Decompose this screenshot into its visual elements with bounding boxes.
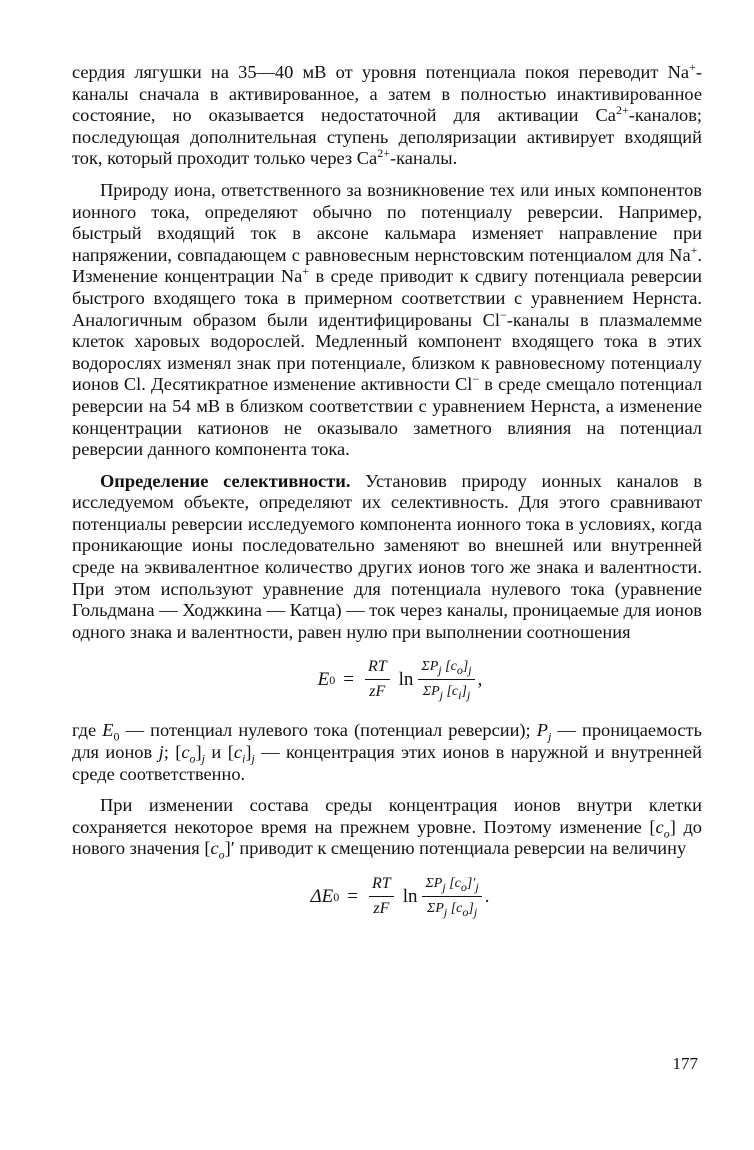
formula-symbol: P — [536, 720, 549, 741]
text-run: где — [72, 720, 103, 741]
paragraph-selectivity — [72, 471, 702, 644]
superscript: 2+ — [615, 103, 629, 118]
superscript: 2+ — [377, 146, 390, 161]
subscript: j — [201, 751, 206, 766]
ln-operator: ln — [398, 669, 414, 691]
equals-sign: = — [343, 669, 354, 691]
superscript: − — [472, 372, 480, 387]
text-run: - каналы сначала в активированное, а затем в полностью инактивированное состояние, но оказывается недостаточной для активации Ca — [72, 62, 702, 126]
subscript: o — [663, 826, 670, 841]
formula-symbol: c — [210, 838, 219, 859]
subscript: 0 — [113, 730, 120, 745]
subscript: o — [462, 904, 469, 919]
formula-symbol: ΣP — [422, 684, 440, 700]
fraction-denominator — [424, 897, 480, 919]
text-run: в среде смещало потенциал реверсии на 54 мВ в близком соответствии с уравнением Нернста, а изменение концентрации катионов не оказывало заметного влияния на потенциал реверсии данного компонента тока. — [72, 374, 702, 460]
subscript: j — [251, 751, 255, 766]
text-run: ] — [245, 742, 252, 763]
formula-symbol: [c — [445, 876, 461, 891]
text-run: Установив природу ионных каналов в исследуемом объекте, определяют их селективность. Для этого сравнивают потенциалы реверсии исследуемого компонента ионного тока в условиях, когда проникающие ионы последовательно заменяют во внешней или внутренней среде на эквивалентное количество других ионов того же знака и валентности. При этом используют уравнение для потенциала нулевого тока (уравнение Гольдмана — Ходжкина — Катца) — ток через каналы, проницаемые для ионов одного знака и валентности, равен нулю при выполнении соотношения — [72, 470, 702, 642]
fraction-concentrations — [418, 657, 474, 702]
formula-symbol: ] — [461, 684, 467, 700]
formula-symbol: ΣP — [427, 901, 444, 916]
section-heading: Определение селективности. — [100, 470, 351, 491]
text-run: При изменении состава среды концентрация ионов внутри клетки сохраняется некоторое время на прежнем уровне. Поэтому изменение [ — [72, 795, 702, 837]
text-run: — проницаемость для ионов — [72, 720, 702, 763]
formula-punctuation: . — [484, 885, 490, 907]
superscript: − — [499, 307, 507, 322]
subscript: o — [456, 663, 463, 678]
formula-symbol: E — [102, 720, 114, 741]
text-run: ; [ — [163, 742, 182, 763]
text-run: ] до нового значения [ — [72, 816, 702, 859]
subscript: j — [473, 904, 478, 919]
subscript: o — [189, 751, 196, 766]
fraction-rt-zf — [365, 657, 390, 702]
subscript: j — [443, 904, 448, 919]
formula-symbol: ] — [468, 901, 474, 916]
formula-symbol: j — [158, 742, 164, 763]
text-run: в среде приводит к сдвигу потенциала реверсии быстрого входящего тока в примерном соответствии с уравнением Нернста. Аналогичным образом были идентифицированы Cl — [72, 266, 703, 330]
formula-symbol: ΔE — [310, 885, 334, 907]
paragraph-calcium-channels — [72, 59, 702, 170]
formula-symbol: ] — [462, 659, 469, 675]
fraction-numerator: RT — [365, 657, 390, 680]
ln-operator: ln — [402, 885, 418, 907]
text-run: — концентрация этих ионов в наружной и внутренней среде соответственно. — [72, 742, 702, 784]
equals-sign: = — [347, 885, 359, 907]
formula-symbol: [c — [442, 684, 459, 700]
subscript: j — [475, 879, 479, 894]
text-run: — потенциал нулевого тока (потенциал реверсии); — [119, 720, 537, 741]
text-run: -каналы. — [390, 148, 458, 169]
formula-symbol: ΣP — [421, 659, 439, 675]
goldman-equation: E 0 = $\frac{RT}{zF}$ ln $\frac{\Sigma P_j [c_o]_j}{\Sigma P_j [c_i]_j}$ , — [317, 658, 483, 703]
text-run: ] — [195, 742, 202, 763]
formula-symbol: [c — [441, 659, 457, 675]
superscript: + — [302, 264, 310, 279]
text-run: и [ — [205, 742, 234, 763]
text-run: сердия лягушки на 35—40 мВ от уровня потенциала покоя переводит Na — [72, 62, 690, 82]
fraction-denominator: zF — [373, 900, 390, 917]
subscript: i — [458, 688, 462, 703]
subscript: j — [466, 688, 471, 703]
fraction-rt-zf — [369, 874, 394, 919]
superscript: + — [690, 242, 698, 257]
text-run: . Изменение концентрации Na — [72, 244, 702, 287]
formula-punctuation: , — [477, 669, 483, 691]
superscript: + — [689, 59, 696, 74]
text-run: -каналов; последующая дополнительная ступень деполяризации активирует входящий ток, который проходит только через Ca — [72, 105, 702, 169]
text-run: Природу иона, ответственного за возникновение тех или иных компонентов ионного тока, определяют обычно по потенциалу реверсии. Например, быстрый входящий ток в аксоне кальмара изменяет направление при напряжении, совпадающем с равновесным нернстовским потенциалом для Na — [72, 179, 702, 265]
subscript: o — [218, 848, 225, 863]
subscript: j — [548, 730, 552, 745]
subscript: j — [439, 688, 443, 703]
subscript: j — [438, 663, 442, 678]
formula-symbol: c — [655, 816, 664, 837]
paragraph-definitions — [72, 720, 702, 785]
subscript: j — [442, 879, 446, 894]
text-run: ]′ приводит к смещению потенциала реверсии на величину — [224, 838, 687, 859]
fraction-denominator — [420, 680, 474, 702]
fraction-concentrations — [422, 874, 481, 919]
formula-symbol: E — [317, 669, 330, 691]
subscript: o — [460, 879, 467, 894]
paragraph-concentration-change — [72, 795, 702, 863]
fraction-numerator: RT — [369, 874, 394, 897]
fraction-numerator — [422, 874, 481, 897]
formula-symbol: ΣP — [425, 876, 443, 891]
fraction-denominator: zF — [369, 683, 386, 701]
subscript: i — [242, 751, 246, 766]
reversal-shift-equation: ΔE 0 = $\frac{RT}{zF}$ ln $\frac{\Sigma P_j [c_o]'_j}{\Sigma P_j [c_o]_j}$ . — [310, 875, 490, 919]
formula-symbol: c — [181, 742, 190, 763]
text-run: -каналы в плазмалемме клеток харовых водорослей. Медленный компонент входящего тока в этих водорослях изменял знак при потенциале, близком к равновесному потенциалу ионов Cl. Десятикратное изменение активности Cl — [72, 309, 702, 395]
formula-symbol: [c — [447, 901, 463, 916]
paragraph-reversal-potential — [72, 180, 702, 461]
fraction-numerator — [418, 657, 474, 680]
formula-symbol: ]′ — [466, 876, 476, 891]
subscript: j — [468, 663, 472, 678]
formula-symbol: c — [233, 742, 242, 763]
page-number: 177 — [672, 1054, 698, 1073]
